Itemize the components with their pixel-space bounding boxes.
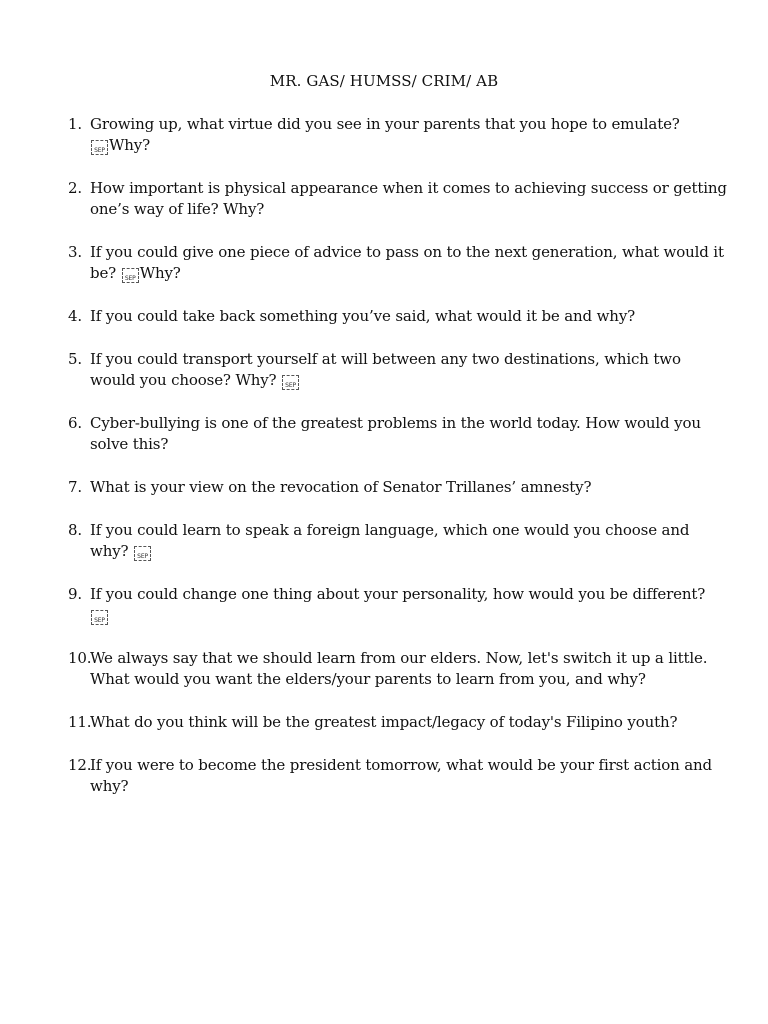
question-text: What do you think will be the greatest impact/legacy of today's Filipino youth? bbox=[90, 713, 678, 731]
separator-glyph-label: SEP bbox=[94, 617, 105, 624]
separator-glyph-icon bbox=[122, 268, 139, 283]
question-text: If you could give one piece of advice to pass on to the next generation, what would it be? bbox=[90, 243, 724, 282]
question-item bbox=[0, 648, 768, 690]
question-item bbox=[0, 755, 768, 797]
question-item bbox=[0, 242, 768, 284]
question-number: 3. bbox=[68, 243, 83, 261]
question-tail: Why? bbox=[109, 136, 150, 154]
question-item bbox=[0, 114, 768, 156]
question-number: 2. bbox=[68, 179, 83, 197]
question-text: How important is physical appearance when it comes to achieving success or getting one’s way of life? Why? bbox=[90, 179, 727, 218]
question-number: 7. bbox=[68, 478, 83, 496]
question-item bbox=[0, 584, 768, 626]
question-item bbox=[0, 349, 768, 391]
question-number: 12. bbox=[68, 756, 92, 774]
question-number: 4. bbox=[68, 307, 83, 325]
question-text: If you could take back something you’ve said, what would it be and why? bbox=[90, 307, 636, 325]
question-text: Growing up, what virtue did you see in your parents that you hope to emulate? bbox=[90, 115, 680, 133]
separator-glyph-icon bbox=[282, 375, 299, 390]
separator-glyph-label: SEP bbox=[137, 553, 148, 560]
question-item bbox=[0, 306, 768, 327]
document-title: MR. GAS/ HUMSS/ CRIM/ AB bbox=[269, 72, 499, 90]
separator-glyph-label: SEP bbox=[285, 382, 296, 389]
question-number: 5. bbox=[68, 350, 83, 368]
question-item bbox=[0, 712, 768, 733]
question-text: We always say that we should learn from our elders. Now, let's switch it up a little. What would you want the elders/your parents to learn from you, and why? bbox=[90, 649, 708, 688]
question-list bbox=[0, 114, 768, 819]
separator-glyph-icon bbox=[134, 546, 151, 561]
separator-glyph-label: SEP bbox=[94, 147, 105, 154]
question-text: If you could change one thing about your personality, how would you be different? bbox=[90, 585, 706, 603]
question-tail: Why? bbox=[139, 264, 181, 282]
question-item bbox=[0, 413, 768, 455]
question-number: 9. bbox=[68, 585, 83, 603]
question-number: 11. bbox=[68, 713, 92, 731]
separator-glyph-icon bbox=[91, 140, 108, 155]
question-number: 1. bbox=[68, 115, 83, 133]
separator-glyph-label: SEP bbox=[124, 275, 136, 282]
question-text: If you were to become the president tomorrow, what would be your first action and why? bbox=[90, 756, 712, 795]
question-text: If you could transport yourself at will between any two destinations, which two would you choose? Why? bbox=[90, 350, 681, 389]
question-item bbox=[0, 178, 768, 220]
question-number: 6. bbox=[68, 414, 83, 432]
question-number: 10. bbox=[68, 649, 92, 667]
question-item bbox=[0, 477, 768, 498]
separator-glyph-icon bbox=[91, 610, 108, 625]
question-text: If you could learn to speak a foreign language, which one would you choose and why? bbox=[90, 521, 690, 560]
question-item bbox=[0, 520, 768, 562]
question-text: What is your view on the revocation of Senator Trillanes’ amnesty? bbox=[90, 478, 592, 496]
question-number: 8. bbox=[68, 521, 83, 539]
question-text: Cyber-bullying is one of the greatest problems in the world today. How would you solve this? bbox=[90, 414, 701, 453]
